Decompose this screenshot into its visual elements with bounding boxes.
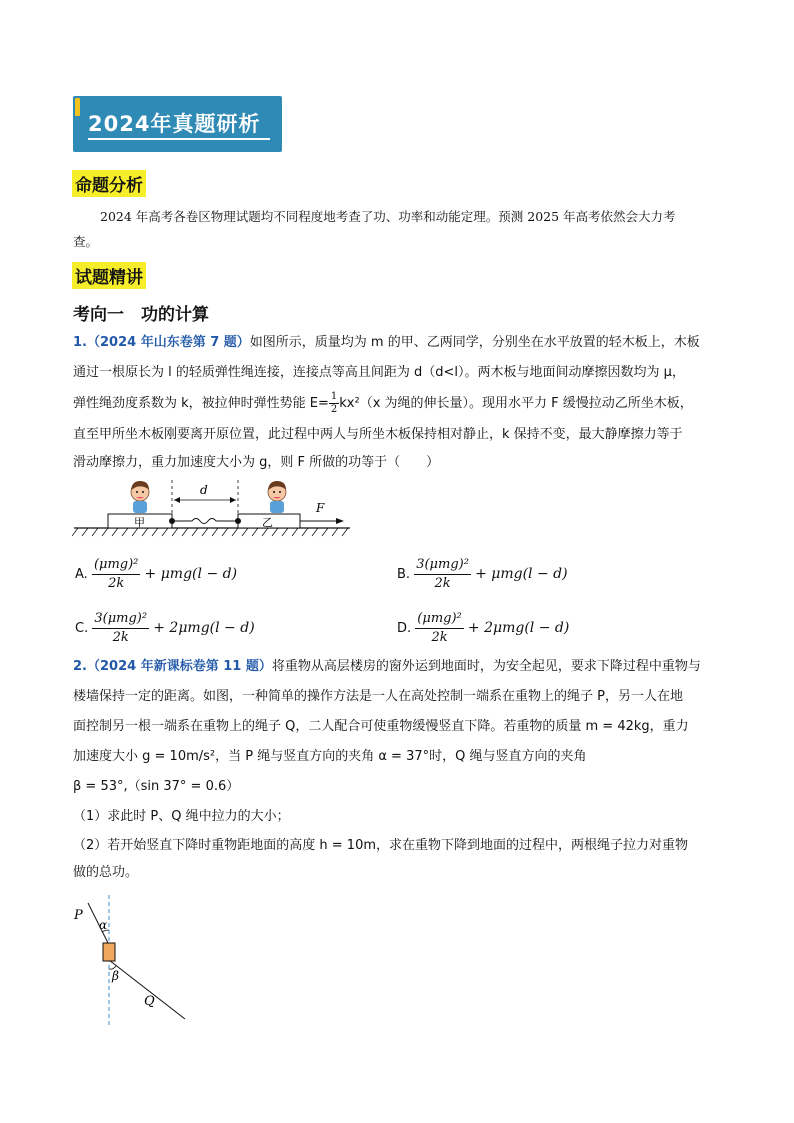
q1-text-3a: 弹性绳劲度系数为 k，被拉伸时弹性势能 E= xyxy=(73,396,329,411)
q2-line-3: 面控制另一根一端系在重物上的绳子 Q，二人配合可使重物缓慢竖直下降。若重物的质量 m = 42kg，重力 xyxy=(73,719,689,734)
label-beta: β xyxy=(112,969,119,983)
q1-number: 1. xyxy=(73,335,87,350)
label-yi: 乙 xyxy=(262,516,273,529)
label-jia: 甲 xyxy=(134,516,145,529)
q1-option-c-tail: + 2μmg(l − d) xyxy=(153,620,255,636)
q2-line-5: β = 53°,（sin 37° = 0.6） xyxy=(73,779,240,794)
q1-half-num: 1 xyxy=(330,391,338,402)
label-F: F xyxy=(316,501,325,515)
q1-half-den: 2 xyxy=(330,404,338,415)
q1-figure xyxy=(72,478,352,540)
label-d: d xyxy=(200,483,208,497)
q2-source: （2024 年新课标卷第 11 题） xyxy=(86,659,272,674)
analysis-line-2: 查。 xyxy=(73,234,99,249)
q1-line-2: 通过一根原长为 l 的轻质弹性绳连接，连接点等高且间距为 d（d<l）。两木板与地面间动摩擦因数均为 μ， xyxy=(73,365,685,380)
q1-line-3 xyxy=(73,389,693,419)
section-label-analysis: 命题分析 xyxy=(72,170,146,197)
q2-line-1 xyxy=(73,652,701,682)
q1-text-1: 如图所示，质量均为 m 的甲、乙两同学，分别坐在水平放置的轻木板上，木板 xyxy=(249,335,700,350)
q1-option-a-fraction: $\frac{\text{(μmg)²}}{2k}$ xyxy=(93,557,139,591)
label-alpha: α xyxy=(99,918,108,932)
q2-figure xyxy=(68,895,198,1030)
q1-option-c-fraction: $\frac{\text{3(μmg)²}}{2k}$ xyxy=(94,611,148,645)
q1-option-d-tail: + 2μmg(l − d) xyxy=(467,620,570,636)
analysis-line-1: 2024 年高考各卷区物理试题均不同程度地考查了功、功率和动能定理。预测 2025 年高考依然会大力考 xyxy=(100,209,676,224)
q2-sub-2a: （2）若开始竖直下降时重物距地面的高度 h = 10m，求在重物下降到地面的过程中，两根绳子拉力对重物 xyxy=(73,838,689,853)
q2-line-2: 楼墙保持一定的距离。如图，一种简单的操作方法是一人在高处控制一端系在重物上的绳子 P，另一人在地 xyxy=(73,689,683,704)
q1-option-c[interactable] xyxy=(75,610,255,647)
q2-sub-1: （1）求此时 P、Q 绳中拉力的大小； xyxy=(73,809,290,824)
person-yi-icon xyxy=(268,481,286,513)
q1-half-fraction xyxy=(329,391,339,416)
banner-accent xyxy=(75,98,80,116)
q1-text-3b: kx²（x 为绳的伸长量）。现用水平力 F 缓慢拉动乙所坐木板， xyxy=(339,396,693,411)
q1-option-a-tail: + μmg(l − d) xyxy=(144,566,238,582)
q1-option-b-tail: + μmg(l − d) xyxy=(475,566,568,582)
q1-option-d[interactable] xyxy=(397,610,569,647)
q1-option-b-fraction: $\frac{\text{3(μmg)²}}{2k}$ xyxy=(416,557,469,591)
q2-number: 2. xyxy=(73,659,87,674)
ground-hatch xyxy=(72,528,348,536)
q1-line-1 xyxy=(73,328,700,358)
elastic-rope xyxy=(172,519,238,524)
rope-Q xyxy=(109,960,185,1019)
q1-source: （2024 年山东卷第 7 题） xyxy=(86,335,250,350)
section-label-explain: 试题精讲 xyxy=(72,262,146,289)
q2-sub-2b: 做的总功。 xyxy=(73,865,139,880)
q1-line-5: 滑动摩擦力，重力加速度大小为 g，则 F 所做的功等于（ ） xyxy=(73,455,440,470)
q2-text-1: 将重物从高层楼房的窗外运到地面时，为安全起见，要求下降过程中重物与 xyxy=(271,659,701,674)
q1-line-4: 直至甲所坐木板刚要离开原位置，此过程中两人与所坐木板保持相对静止，k 保持不变，最大静摩擦力等于 xyxy=(73,427,683,442)
q1-option-d-label: D. xyxy=(397,621,412,636)
topic-title: 考向一 功的计算 xyxy=(73,305,209,325)
q1-option-a-label: A. xyxy=(75,567,88,582)
weight-block xyxy=(103,943,115,961)
q1-option-d-fraction: $\frac{\text{(μmg)²}}{2k}$ xyxy=(417,611,462,645)
q1-option-b-label: B. xyxy=(397,567,411,582)
q2-line-4: 加速度大小 g = 10m/s²，当 P 绳与竖直方向的夹角 α = 37°时，Q 绳与竖直方向的夹角 xyxy=(73,749,587,764)
q1-option-c-label: C. xyxy=(75,621,89,636)
q1-option-a[interactable] xyxy=(75,556,237,593)
person-jia-icon xyxy=(131,481,149,513)
q1-option-b[interactable] xyxy=(397,556,568,593)
label-Q: Q xyxy=(144,994,155,1009)
banner-title: 2024年真题研析 xyxy=(88,112,261,136)
label-P: P xyxy=(74,908,83,923)
banner-underline xyxy=(88,138,270,140)
